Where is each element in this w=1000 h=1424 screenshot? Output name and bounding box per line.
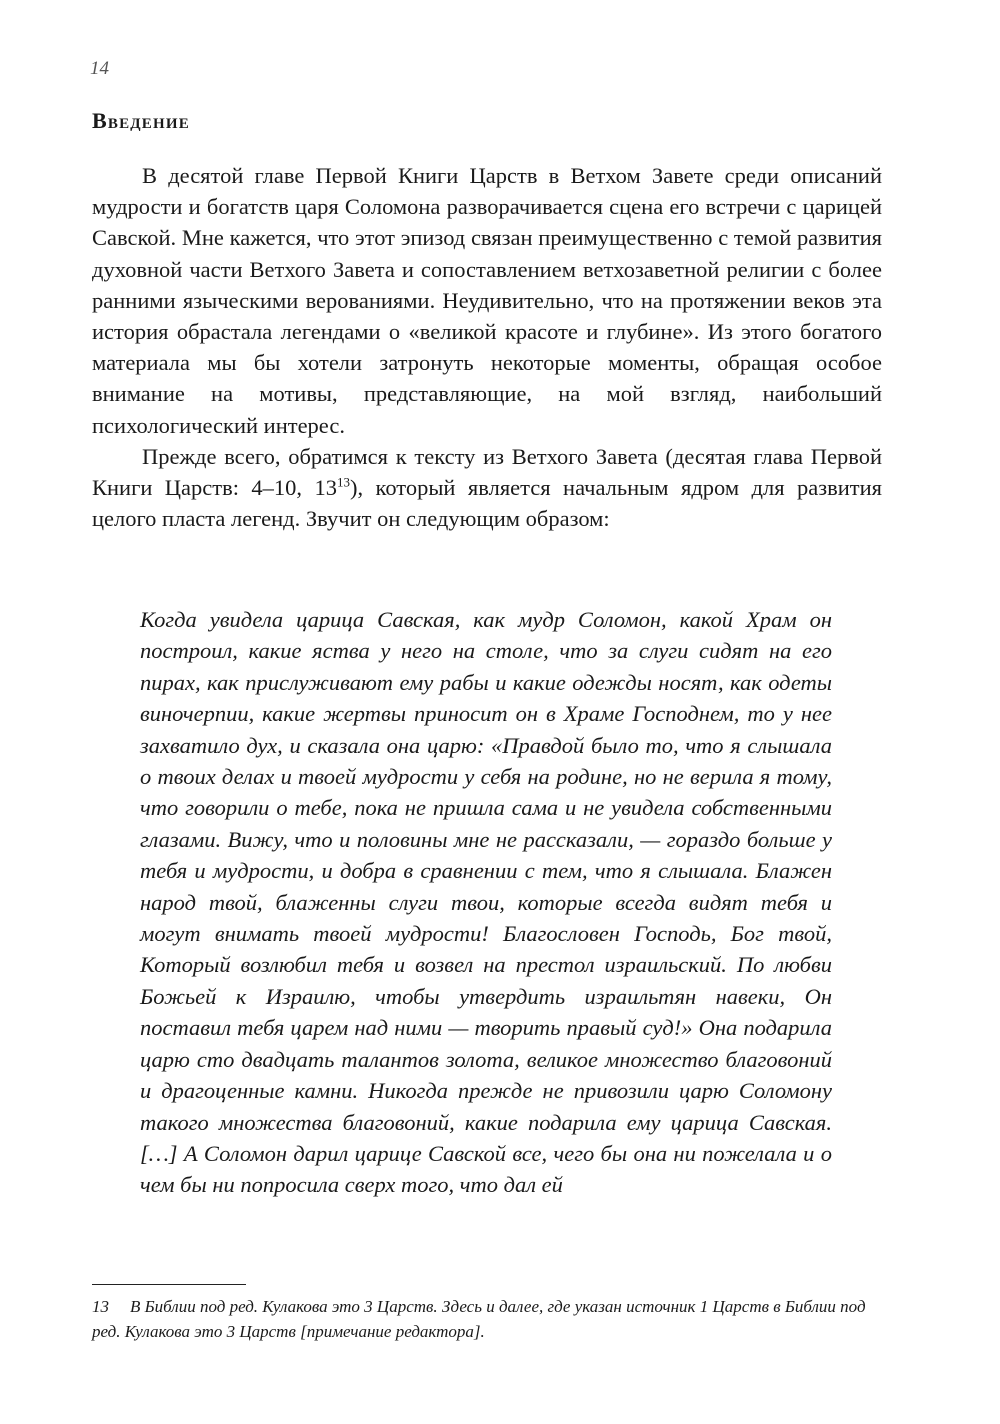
footnote — [92, 1294, 882, 1344]
paragraph-2 — [92, 441, 882, 535]
page-number: 14 — [90, 58, 109, 79]
paragraph-2-before: Прежде всего, обратимся к тексту из Ветхого Завета (десятая глава Первой Книги Царств: 4–10, 13 — [92, 443, 882, 501]
paragraph-2-after: ), который является начальным ядром для развития целого пласта легенд. Звучит он следующим образом: — [92, 475, 882, 532]
body-text — [92, 160, 882, 534]
section-heading: Введение — [92, 108, 190, 133]
footnote-number: 13 — [92, 1297, 109, 1316]
footnote-reference: 13 — [336, 474, 350, 490]
bible-quote: Когда увидела царица Савская, как мудр Соломон, какой Храм он построил, какие яства у него на столе, что за слуги сидят на его пирах, как прислуживают ему рабы и какие одежды носят, как одеты виночерпии, какие жертвы приносит он в Храме Господнем, то у нее захватило дух, и сказала она царю: «Правдой было то, что я слышала о твоих делах и твоей мудрости у себя на родине, но не верила я тому, что говорили о тебе, пока не пришла сама и не увидела собственными глазами. Вижу, что и половины мне не рассказали, — гораздо больше у тебя и мудрости, и добра в сравнении с тем, что я слышала. Блажен народ твой, блаженны слуги твои, которые всегда видят тебя и могут внимать твоей мудрости! Благословен Господь, Бог твой, Который возлюбил тебя и возвел на престол израильский. По любви Божьей к Израилю, чтобы утвердить израильтян навеки, Он поставил тебя царем над ними — творить правый суд!» Она подарила царю сто двадцать талантов золота, великое множество благовоний и драгоценные камни. Никогда прежде не привозили царю Соломону такого множества благовоний, какие подарила ему царица Савская. […] А Соломон дарил царице Савской все, чего бы она ни пожелала и о чем бы ни попросила сверх того, что дал ей — [140, 607, 832, 1198]
footnote-divider — [92, 1284, 246, 1285]
paragraph-1: В десятой главе Первой Книги Царств в Ветхом Завете среди описаний мудрости и богатств царя Соломона разворачивается сцена его встречи с царицей Савской. Мне кажется, что этот эпизод связан преимущественно с темой развития духовной части Ветхого Завета и сопоставлением ветхозаветной религии с более ранними языческими верованиями. Неудивительно, что на протяжении веков эта история обрастала легендами о «великой красоте и глубине». Из этого богатого материала мы бы хотели затронуть некоторые моменты, обращая особое внимание на мотивы, представляющие, на мой взгляд, наибольший психологический интерес. — [92, 163, 882, 438]
footnote-text: В Библии под ред. Кулакова это 3 Царств. Здесь и далее, где указан источник 1 Царств в Библии под ред. Кулакова это 3 Царств [примечание редактора]. — [92, 1297, 866, 1341]
